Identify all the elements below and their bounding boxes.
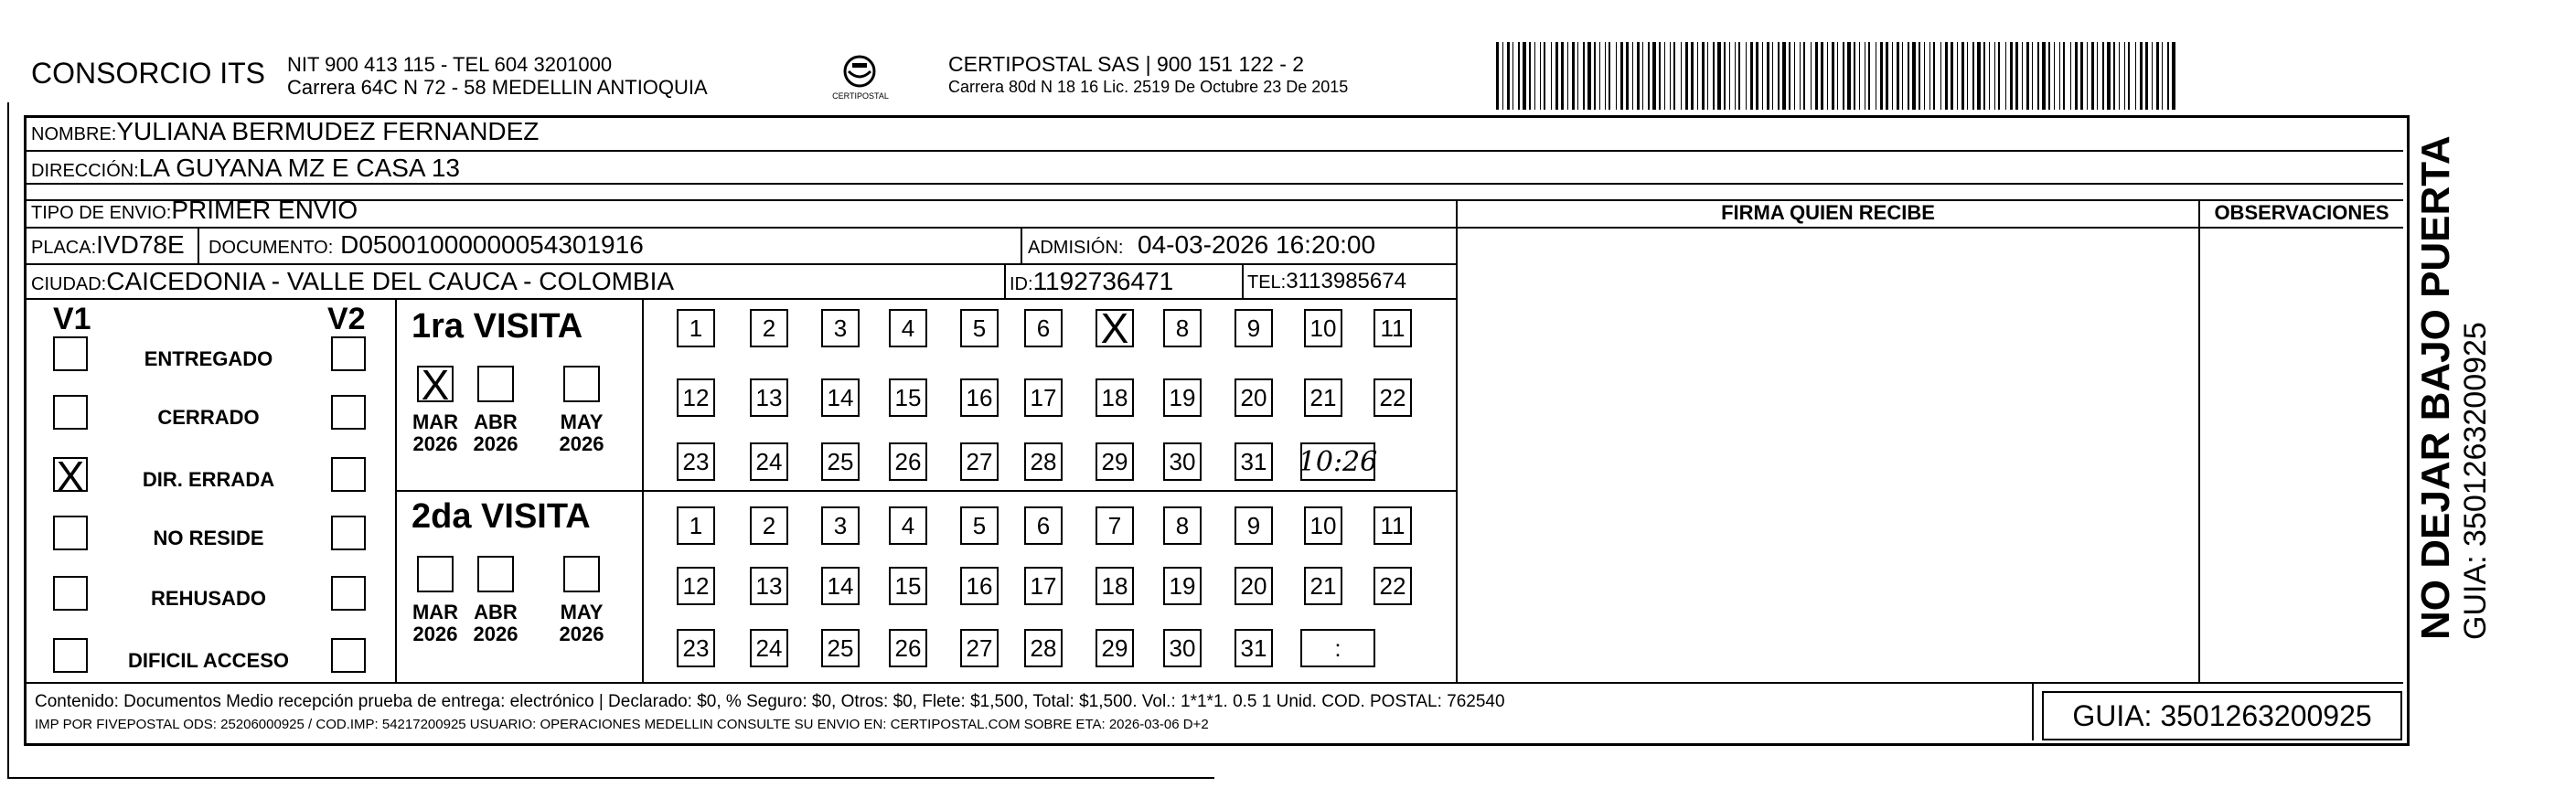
field-label: ID: <box>1010 274 1033 294</box>
col-divider <box>1456 199 1458 682</box>
documento-value: D05001000000054301916 <box>340 230 644 259</box>
bottom-line <box>7 777 1214 779</box>
day-number: 8 <box>1175 511 1190 539</box>
month-checkbox[interactable] <box>477 556 514 592</box>
day-number: 31 <box>1240 634 1267 662</box>
logo-text: CERTIPOSTAL <box>832 91 889 101</box>
day-box[interactable] <box>677 442 715 481</box>
day-box[interactable] <box>960 567 999 605</box>
nit-line: NIT 900 413 115 - TEL 604 3201000 <box>287 53 613 76</box>
day-number: 15 <box>894 571 922 600</box>
status-label: ENTREGADO <box>144 347 273 370</box>
day-box[interactable] <box>750 378 788 417</box>
day-number: 26 <box>894 634 922 662</box>
field-label: ADMISIÓN: <box>1028 238 1124 258</box>
field-label: DIRECCIÓN: <box>31 161 139 181</box>
v2-checkbox[interactable] <box>331 576 366 611</box>
month-checkbox[interactable] <box>417 361 454 409</box>
day-number: 22 <box>1379 571 1406 600</box>
day-number: 30 <box>1169 634 1196 662</box>
day-box[interactable] <box>1024 567 1063 605</box>
day-number: 2 <box>762 314 776 342</box>
day-box[interactable] <box>889 442 927 481</box>
day-number: 3 <box>833 314 848 342</box>
row-divider <box>26 227 2403 229</box>
day-number: 27 <box>966 447 993 475</box>
day-number: 6 <box>1036 511 1051 539</box>
month-name: MAY <box>560 410 604 433</box>
observaciones-header: OBSERVACIONES <box>2214 201 2389 224</box>
day-number: 5 <box>972 314 987 342</box>
day-box[interactable] <box>821 629 860 667</box>
day-box[interactable] <box>750 442 788 481</box>
admision-value: 04-03-2026 16:20:00 <box>1138 230 1376 259</box>
day-number: 21 <box>1309 571 1337 600</box>
v1-label: V1 <box>53 302 91 336</box>
field-label: TIPO DE ENVIO: <box>31 203 172 223</box>
cert-address: Carrera 80d N 18 16 Lic. 2519 De Octubre 23 De 2015 <box>948 78 1349 96</box>
v1-checkbox[interactable] <box>53 638 88 673</box>
day-number: X <box>1100 304 1129 352</box>
x-mark: X <box>421 361 450 409</box>
day-number: 14 <box>827 571 854 600</box>
nombre-value: YULIANA BERMUDEZ FERNANDEZ <box>116 117 540 145</box>
day-box[interactable] <box>1163 629 1202 667</box>
day-number: 13 <box>755 571 783 600</box>
day-box[interactable] <box>1235 506 1273 545</box>
tipo-value: PRIMER ENVIO <box>171 196 358 224</box>
day-number: 28 <box>1030 634 1057 662</box>
day-box[interactable] <box>821 506 860 545</box>
day-box[interactable] <box>1024 309 1063 347</box>
day-box[interactable] <box>889 378 927 417</box>
day-number: 26 <box>894 447 922 475</box>
day-number: 12 <box>682 571 710 600</box>
day-number: 18 <box>1101 571 1128 600</box>
day-number: 19 <box>1169 571 1196 600</box>
month-checkbox[interactable] <box>563 556 600 592</box>
id-field <box>1010 267 1173 296</box>
day-number: 15 <box>894 383 922 411</box>
cert-line: CERTIPOSTAL SAS | 900 151 122 - 2 <box>948 52 1305 76</box>
day-box[interactable] <box>1096 304 1134 352</box>
status-label: NO RESIDE <box>153 527 264 549</box>
day-number: 12 <box>682 383 710 411</box>
day-box[interactable] <box>1374 378 1412 417</box>
id-value: 1192736471 <box>1032 267 1174 295</box>
month-label <box>552 602 611 645</box>
day-box[interactable] <box>1163 442 1202 481</box>
time-value: : <box>1334 634 1341 662</box>
row-divider <box>26 183 2403 185</box>
day-box[interactable] <box>889 309 927 347</box>
day-box[interactable] <box>1163 506 1202 545</box>
day-box[interactable] <box>1096 629 1134 667</box>
day-number: 3 <box>833 511 848 539</box>
day-number: 7 <box>1107 511 1122 539</box>
status-label: REHUSADO <box>151 587 266 610</box>
day-number: 29 <box>1101 447 1128 475</box>
company-nit <box>287 53 708 99</box>
day-number: 6 <box>1036 314 1051 342</box>
contenido-line: Contenido: Documentos Medio recepción prueba de entrega: electrónico | Declarado: $0, % Seguro: $0, Otros: $0, Flete: $1,500, Total: $1,500. Vol.: 1*1*1. 0.5 1 Unid. COD. POSTAL: 762540 <box>35 692 1505 711</box>
status-label: CERRADO <box>157 406 260 429</box>
day-number: 10 <box>1309 511 1337 539</box>
direccion-field <box>31 154 460 183</box>
day-number: 24 <box>755 447 783 475</box>
day-number: 5 <box>972 511 987 539</box>
month-year: 2026 <box>473 623 518 645</box>
day-box[interactable] <box>1163 567 1202 605</box>
day-box[interactable] <box>677 567 715 605</box>
v2-checkbox[interactable] <box>331 336 366 371</box>
day-box[interactable] <box>960 442 999 481</box>
day-number: 2 <box>762 511 776 539</box>
col-divider <box>2198 199 2200 682</box>
day-box[interactable] <box>1096 567 1134 605</box>
day-box[interactable] <box>960 309 999 347</box>
field-label: NOMBRE: <box>31 124 117 144</box>
day-box[interactable] <box>1024 506 1063 545</box>
status-label: DIFICIL ACCESO <box>127 649 289 672</box>
margin-line <box>7 102 9 779</box>
month-label <box>552 411 611 455</box>
month-label <box>406 602 465 645</box>
month-label <box>466 602 525 645</box>
tipo-field <box>31 196 358 225</box>
month-checkbox[interactable] <box>563 366 600 402</box>
day-box[interactable] <box>750 309 788 347</box>
day-number: 30 <box>1169 447 1196 475</box>
day-box[interactable] <box>1235 442 1273 481</box>
day-number: 20 <box>1240 383 1267 411</box>
day-box[interactable] <box>1024 378 1063 417</box>
x-mark: X <box>56 453 85 500</box>
v2-label: V2 <box>327 302 366 336</box>
v1-checkbox[interactable] <box>53 516 88 550</box>
day-number: 22 <box>1379 383 1406 411</box>
time-value: 10:26 <box>1298 445 1378 478</box>
no-dejar-text: NO DEJAR BAJO PUERTA <box>2413 135 2458 640</box>
month-label <box>466 411 525 455</box>
day-box[interactable] <box>1096 506 1134 545</box>
day-number: 29 <box>1101 634 1128 662</box>
address-line: Carrera 64C N 72 - 58 MEDELLIN ANTIOQUIA <box>287 76 708 99</box>
placa-value: IVD78E <box>96 230 185 259</box>
tel-field <box>1247 269 1406 294</box>
v2-checkbox[interactable] <box>331 516 366 550</box>
col-divider <box>1242 265 1244 298</box>
day-number: 4 <box>901 314 915 342</box>
day-number: 19 <box>1169 383 1196 411</box>
col-divider <box>2032 684 2034 740</box>
day-number: 25 <box>827 447 854 475</box>
day-box[interactable] <box>1024 629 1063 667</box>
day-number: 17 <box>1030 571 1057 600</box>
day-number: 14 <box>827 383 854 411</box>
day-number: 9 <box>1246 511 1261 539</box>
day-number: 17 <box>1030 383 1057 411</box>
direccion-value: LA GUYANA MZ E CASA 13 <box>138 154 460 182</box>
guia-number: GUIA: 3501263200925 <box>2042 691 2402 740</box>
barcode <box>1496 42 2176 110</box>
day-box[interactable] <box>1374 567 1412 605</box>
second-visit-title: 2da VISITA <box>412 497 591 536</box>
day-number: 16 <box>966 383 993 411</box>
status-label: DIR. ERRADA <box>142 468 275 491</box>
col-divider <box>198 229 199 263</box>
day-box[interactable] <box>821 567 860 605</box>
day-box[interactable] <box>1304 378 1342 417</box>
admision-field <box>1028 230 1375 260</box>
field-label: PLACA: <box>31 238 97 258</box>
col-divider <box>1004 265 1006 298</box>
side-guia: GUIA: 3501263200925 <box>2458 322 2493 640</box>
field-label: DOCUMENTO: <box>208 238 334 258</box>
v1-checkbox[interactable] <box>53 336 88 371</box>
firma-header: FIRMA QUIEN RECIBE <box>1721 201 1935 224</box>
field-label: CIUDAD: <box>31 274 107 294</box>
day-box[interactable] <box>821 309 860 347</box>
day-number: 1 <box>689 511 703 539</box>
day-number: 13 <box>755 383 783 411</box>
day-box[interactable] <box>1304 506 1342 545</box>
side-notice <box>2414 135 2493 640</box>
certipostal-info <box>948 53 1348 99</box>
month-year: 2026 <box>412 432 458 455</box>
day-box[interactable] <box>1374 506 1412 545</box>
ciudad-value: CAICEDONIA - VALLE DEL CAUCA - COLOMBIA <box>106 267 675 295</box>
v1-checkbox[interactable] <box>53 576 88 611</box>
day-box[interactable] <box>1163 378 1202 417</box>
day-box[interactable] <box>1235 629 1273 667</box>
tel-value: 3113985674 <box>1286 269 1406 293</box>
ciudad-field <box>31 267 674 296</box>
time-box[interactable] <box>1300 629 1375 667</box>
month-year: 2026 <box>412 623 458 645</box>
company-name: CONSORCIO ITS <box>31 57 266 90</box>
day-number: 8 <box>1175 314 1190 342</box>
v1-checkbox[interactable] <box>53 395 88 430</box>
v2-checkbox[interactable] <box>331 638 366 673</box>
day-number: 23 <box>682 634 710 662</box>
day-box[interactable] <box>1235 567 1273 605</box>
day-box[interactable] <box>1304 567 1342 605</box>
day-number: 28 <box>1030 447 1057 475</box>
month-label <box>406 411 465 455</box>
month-name: ABR <box>474 601 518 623</box>
day-box[interactable] <box>677 309 715 347</box>
imp-line: IMP POR FIVEPOSTAL ODS: 25206000925 / COD.IMP: 54217200925 USUARIO: OPERACIONES MEDELLIN CONSULTE SU ENVIO EN: CERTIPOSTAL.COM SOBRE ETA: 2026-03-06 D+2 <box>35 717 1209 732</box>
day-number: 21 <box>1309 383 1337 411</box>
documento-field <box>208 230 644 260</box>
month-checkbox[interactable] <box>417 556 454 592</box>
placa-field <box>31 230 185 260</box>
day-number: 4 <box>901 511 915 539</box>
day-number: 25 <box>827 634 854 662</box>
day-box[interactable] <box>821 378 860 417</box>
row-divider <box>26 150 2403 152</box>
day-box[interactable] <box>1235 378 1273 417</box>
day-number: 20 <box>1240 571 1267 600</box>
day-box[interactable] <box>750 506 788 545</box>
month-name: MAY <box>560 601 604 623</box>
row-divider <box>26 298 1458 300</box>
day-number: 9 <box>1246 314 1261 342</box>
month-name: MAR <box>412 410 459 433</box>
month-year: 2026 <box>473 432 518 455</box>
v2-checkbox[interactable] <box>331 457 366 492</box>
month-name: ABR <box>474 410 518 433</box>
day-number: 31 <box>1240 447 1267 475</box>
month-name: MAR <box>412 601 459 623</box>
day-box[interactable] <box>889 506 927 545</box>
day-box[interactable] <box>677 629 715 667</box>
day-number: 27 <box>966 634 993 662</box>
v2-checkbox[interactable] <box>331 395 366 430</box>
day-number: 24 <box>755 634 783 662</box>
day-box[interactable] <box>1163 309 1202 347</box>
month-checkbox[interactable] <box>477 366 514 402</box>
day-number: 23 <box>682 447 710 475</box>
day-box[interactable] <box>960 629 999 667</box>
day-box[interactable] <box>677 506 715 545</box>
day-box[interactable] <box>1374 309 1412 347</box>
day-box[interactable] <box>1024 442 1063 481</box>
time-box[interactable] <box>1298 442 1378 481</box>
field-label: TEL: <box>1247 272 1287 293</box>
v1-checkbox[interactable] <box>53 453 88 500</box>
day-box[interactable] <box>1235 309 1273 347</box>
day-box[interactable] <box>960 506 999 545</box>
day-number: 11 <box>1380 511 1406 539</box>
day-box[interactable] <box>960 378 999 417</box>
first-visit-title: 1ra VISITA <box>412 307 583 346</box>
day-box[interactable] <box>889 567 927 605</box>
day-box[interactable] <box>750 567 788 605</box>
day-box[interactable] <box>677 378 715 417</box>
month-year: 2026 <box>559 432 604 455</box>
day-number: 16 <box>966 571 993 600</box>
day-box[interactable] <box>1304 309 1342 347</box>
day-box[interactable] <box>750 629 788 667</box>
month-year: 2026 <box>559 623 604 645</box>
day-number: 1 <box>689 314 703 342</box>
day-number: 18 <box>1101 383 1128 411</box>
day-box[interactable] <box>1096 442 1134 481</box>
day-number: 10 <box>1309 314 1337 342</box>
day-number: 11 <box>1380 314 1406 342</box>
day-box[interactable] <box>821 442 860 481</box>
row-divider <box>26 682 2403 684</box>
day-box[interactable] <box>889 629 927 667</box>
col-divider <box>1021 229 1022 263</box>
day-box[interactable] <box>1096 378 1134 417</box>
nombre-field <box>31 117 539 146</box>
visit-divider <box>395 490 1456 492</box>
